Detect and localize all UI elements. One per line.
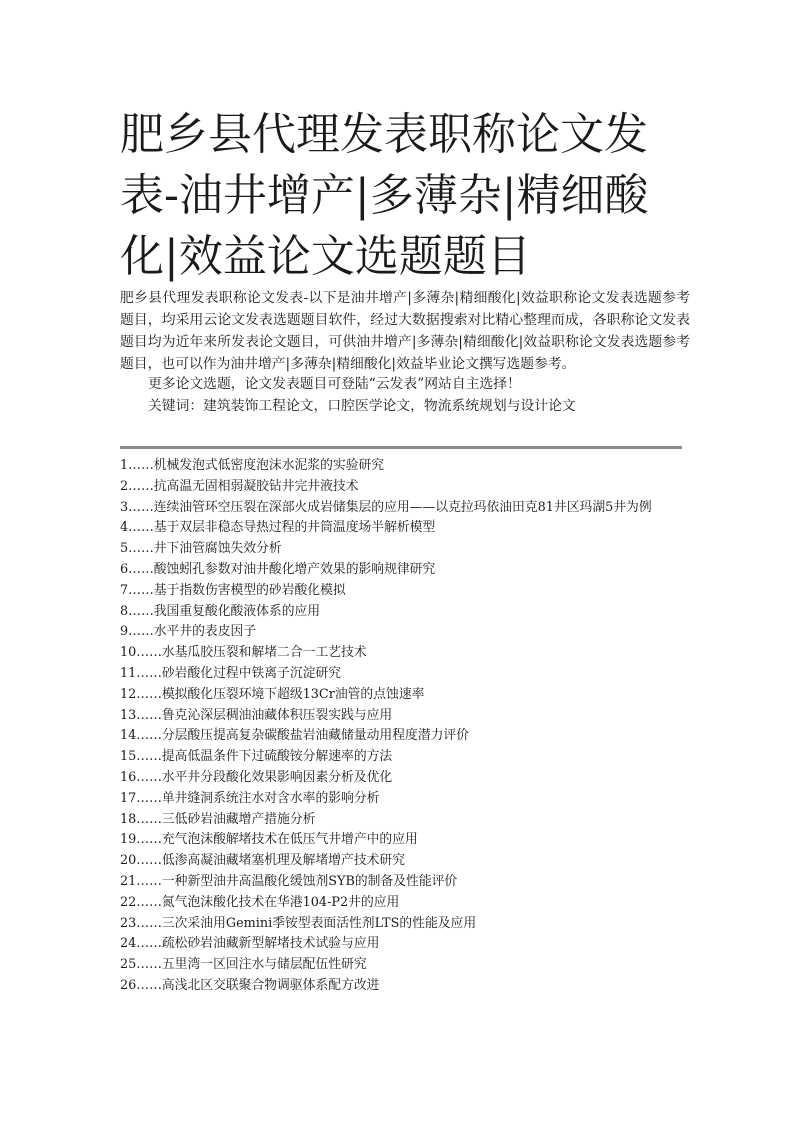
list-item: 9……水平井的表皮因子 (120, 624, 257, 640)
list-item: 8……我国重复酸化酸液体系的应用 (120, 603, 321, 619)
list-item: 19……充气泡沫酸解堵技术在低压气井增产中的应用 (120, 832, 418, 848)
topic-list (120, 456, 690, 997)
list-item: 1……机械发泡式低密度泡沫水泥浆的实验研究 (120, 458, 385, 473)
list-item: 14……分层酸压提高复杂碳酸盐岩油藏储量动用程度潜力评价 (120, 728, 470, 744)
list-item: 15……提高低温条件下过硫酸铵分解速率的方法 (120, 749, 393, 765)
page-title: 肥乡县代理发表职称论文发表-油井增产|多薄杂|精细酸化|效益论文选题题目 (120, 109, 649, 282)
list-item: 24……疏松砂岩油藏新型解堵技术试验与应用 (120, 936, 380, 952)
list-item: 13……鲁克沁深层稠油油藏体积压裂实践与应用 (120, 707, 393, 723)
list-item: 5……井下油管腐蚀失效分析 (120, 541, 282, 557)
more-topics-note: 更多论文选题，论文发表题目可登陆“云发表”网站自主选择！ (148, 376, 521, 392)
list-item: 23……三次采油用Gemini季铵型表面活性剂LTS的性能及应用 (120, 915, 477, 931)
list-item: 16……水平井分段酸化效果影响因素分析及优化 (120, 769, 393, 785)
list-item: 12……模拟酸化压裂环境下超级13Cr油管的点蚀速率 (120, 686, 425, 702)
list-item: 4……基于双层非稳态导热过程的井筒温度场半解析模型 (120, 520, 436, 536)
list-item: 11……砂岩酸化过程中铁离子沉淀研究 (120, 665, 342, 681)
list-item: 26……高浅北区交联聚合物调驱体系配方改进 (120, 977, 380, 993)
list-item: 20……低渗高凝油藏堵塞机理及解堵增产技术研究 (120, 853, 406, 869)
list-item: 21……一种新型油井高温酸化缓蚀剂SYB的制备及性能评价 (120, 873, 458, 889)
divider-rule (120, 446, 682, 449)
list-item: 10……水基瓜胶压裂和解堵二合一工艺技术 (120, 645, 367, 661)
list-item: 25……五里湾一区回注水与储层配伍性研究 (120, 957, 367, 973)
list-item: 7……基于指数伤害模型的砂岩酸化模拟 (120, 582, 346, 598)
list-item: 17……单井缝洞系统注水对含水率的影响分析 (120, 790, 380, 806)
intro-paragraph: 肥乡县代理发表职称论文发表-以下是油井增产|多薄杂|精细酸化|效益职称论文发表选题参考题目，均采用云论文发表选题题目软件，经过大数据搜索对比精心整理而成，各职称论文发表题目均为近年来所发表论文题目，可供油井增产|多薄杂|精细酸化|效益职称论文发表选题参考题目，也可以作为油井增产|多薄杂|精细酸化|效益毕业论文撰写选题参考。 (120, 290, 690, 372)
list-item: 18……三低砂岩油藏增产措施分析 (120, 811, 316, 827)
list-item: 2……抗高温无固相弱凝胶钻井完井液技术 (120, 478, 359, 494)
list-item: 22……氮气泡沫酸化技术在华港104-P2井的应用 (120, 894, 400, 910)
list-item: 6……酸蚀蚓孔参数对油井酸化增产效果的影响规律研究 (120, 561, 436, 577)
keywords-line: 关键词：建筑装饰工程论文，口腔医学论文，物流系统规划与设计论文 (148, 398, 576, 414)
list-item: 3……连续油管环空压裂在深部火成岩储集层的应用——以克拉玛依油田克81井区玛湖5井为例 (120, 499, 652, 515)
